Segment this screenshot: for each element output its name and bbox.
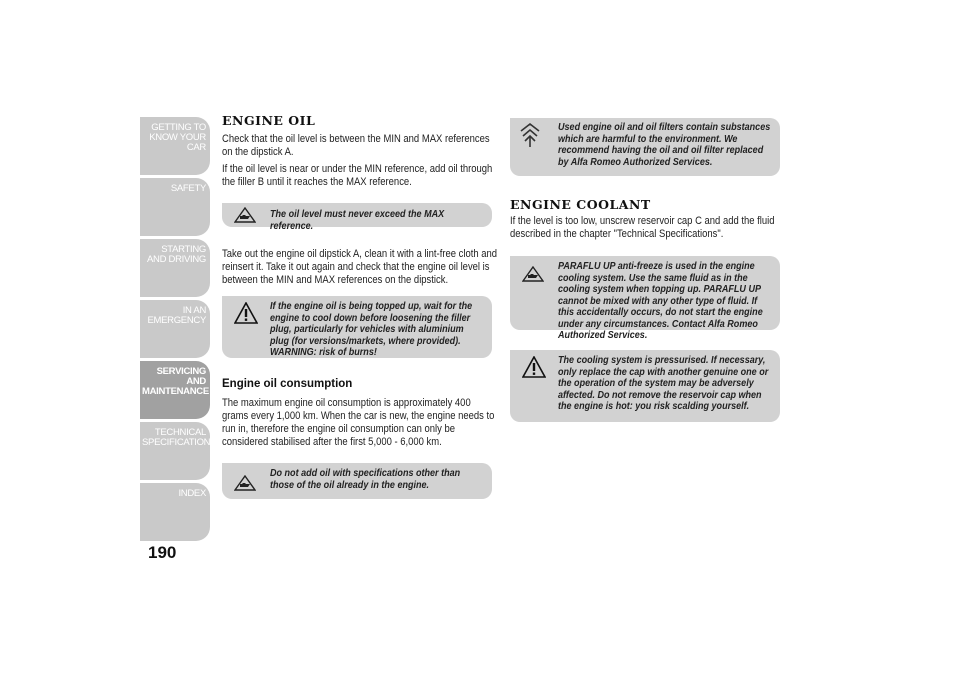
engine-oil-paragraph-2: If the oil level is near or under the MIN reference, add oil through the filler B until it reaches the MAX reference. xyxy=(222,163,493,188)
engine-oil-paragraph-3: Take out the engine oil dipstick A, clean it with a lint-free cloth and reinsert it. Take it out again and check that the engine oil level is between the MIN and MAX references on the dipstick. xyxy=(222,248,498,286)
engine-oil-paragraph-1: Check that the oil level is between the MIN and MAX references on the dipstick A. xyxy=(222,133,490,158)
tab-technical-specifications[interactable]: TECHNICAL SPECIFICATIONS xyxy=(140,422,210,480)
page-number: 190 xyxy=(148,543,177,562)
engine-oil-consumption-heading: Engine oil consumption xyxy=(222,378,353,390)
tab-starting-and-driving[interactable]: STARTING AND DRIVING xyxy=(140,239,210,297)
tab-in-an-emergency[interactable]: IN AN EMERGENCY xyxy=(140,300,210,358)
warning-triangle-icon xyxy=(234,302,258,329)
environment-note-text: Used engine oil and oil filters contain substances which are harmful to the environment. We recommend having the oil and oil filter replaced by Alfa Romeo Authorized Services. xyxy=(558,121,771,168)
paraflu-note xyxy=(510,256,780,341)
pressurised-cooling-warning-text: The cooling system is pressurised. If necessary, only replace the cap with another genuine one or the operation of the system may be adversely affected. Do not remove the reservoir cap when the engine is hot: you risk scalding yourself. xyxy=(558,354,769,412)
paraflu-note-text: PARAFLU UP anti-freeze is used in the engine cooling system. Use the same fluid as in the cooling system when topping up. PARAFLU UP cannot be mixed with any other type of fluid. If this accidentally occurs, do not start the engine under any circumstances. Contact Alfa Romeo Authorized Services. xyxy=(558,260,763,341)
engine-coolant-paragraph: If the level is too low, unscrew reservoir cap C and add the fluid described in the chapter "Technical Specifications". xyxy=(510,215,775,240)
tab-index[interactable]: INDEX xyxy=(140,483,210,541)
warning-triangle-icon xyxy=(522,356,546,383)
tab-safety[interactable]: SAFETY xyxy=(140,178,210,236)
engine-coolant-heading: ENGINE COOLANT xyxy=(510,197,651,212)
pressurised-cooling-warning xyxy=(510,350,780,422)
hot-engine-warning xyxy=(222,296,492,358)
oil-specification-note xyxy=(222,463,492,499)
environment-note xyxy=(510,118,780,176)
oil-specification-note-text: Do not add oil with specifications other than those of the oil already in the engine. xyxy=(270,467,461,491)
engine-oil-heading: ENGINE OIL xyxy=(222,113,316,128)
tab-getting-to-know-your-car[interactable]: GETTING TO KNOW YOUR CAR xyxy=(140,117,210,175)
oil-level-note-text: The oil level must never exceed the MAX reference. xyxy=(270,208,445,232)
oil-can-icon xyxy=(522,266,544,287)
hot-engine-warning-text: If the engine oil is being topped up, wait for the engine to cool down before loosening the filler plug, particularly for vehicles with aluminium plug (for versions/markets, where provided). WARNING: risk of burns! xyxy=(270,300,473,358)
oil-can-icon xyxy=(234,475,256,496)
engine-oil-consumption-paragraph: The maximum engine oil consumption is approximately 400 grams every 1,000 km. When the car is new, the engine needs to run in, therefore the engine oil consumption can only be considered stabilised after the first 5,000 - 6,000 km. xyxy=(222,397,495,448)
oil-can-icon xyxy=(234,207,256,228)
environment-recycle-icon xyxy=(518,122,542,153)
oil-level-note xyxy=(222,203,492,232)
tab-servicing-and-maintenance[interactable]: SERVICING AND MAINTENANCE xyxy=(140,361,210,419)
